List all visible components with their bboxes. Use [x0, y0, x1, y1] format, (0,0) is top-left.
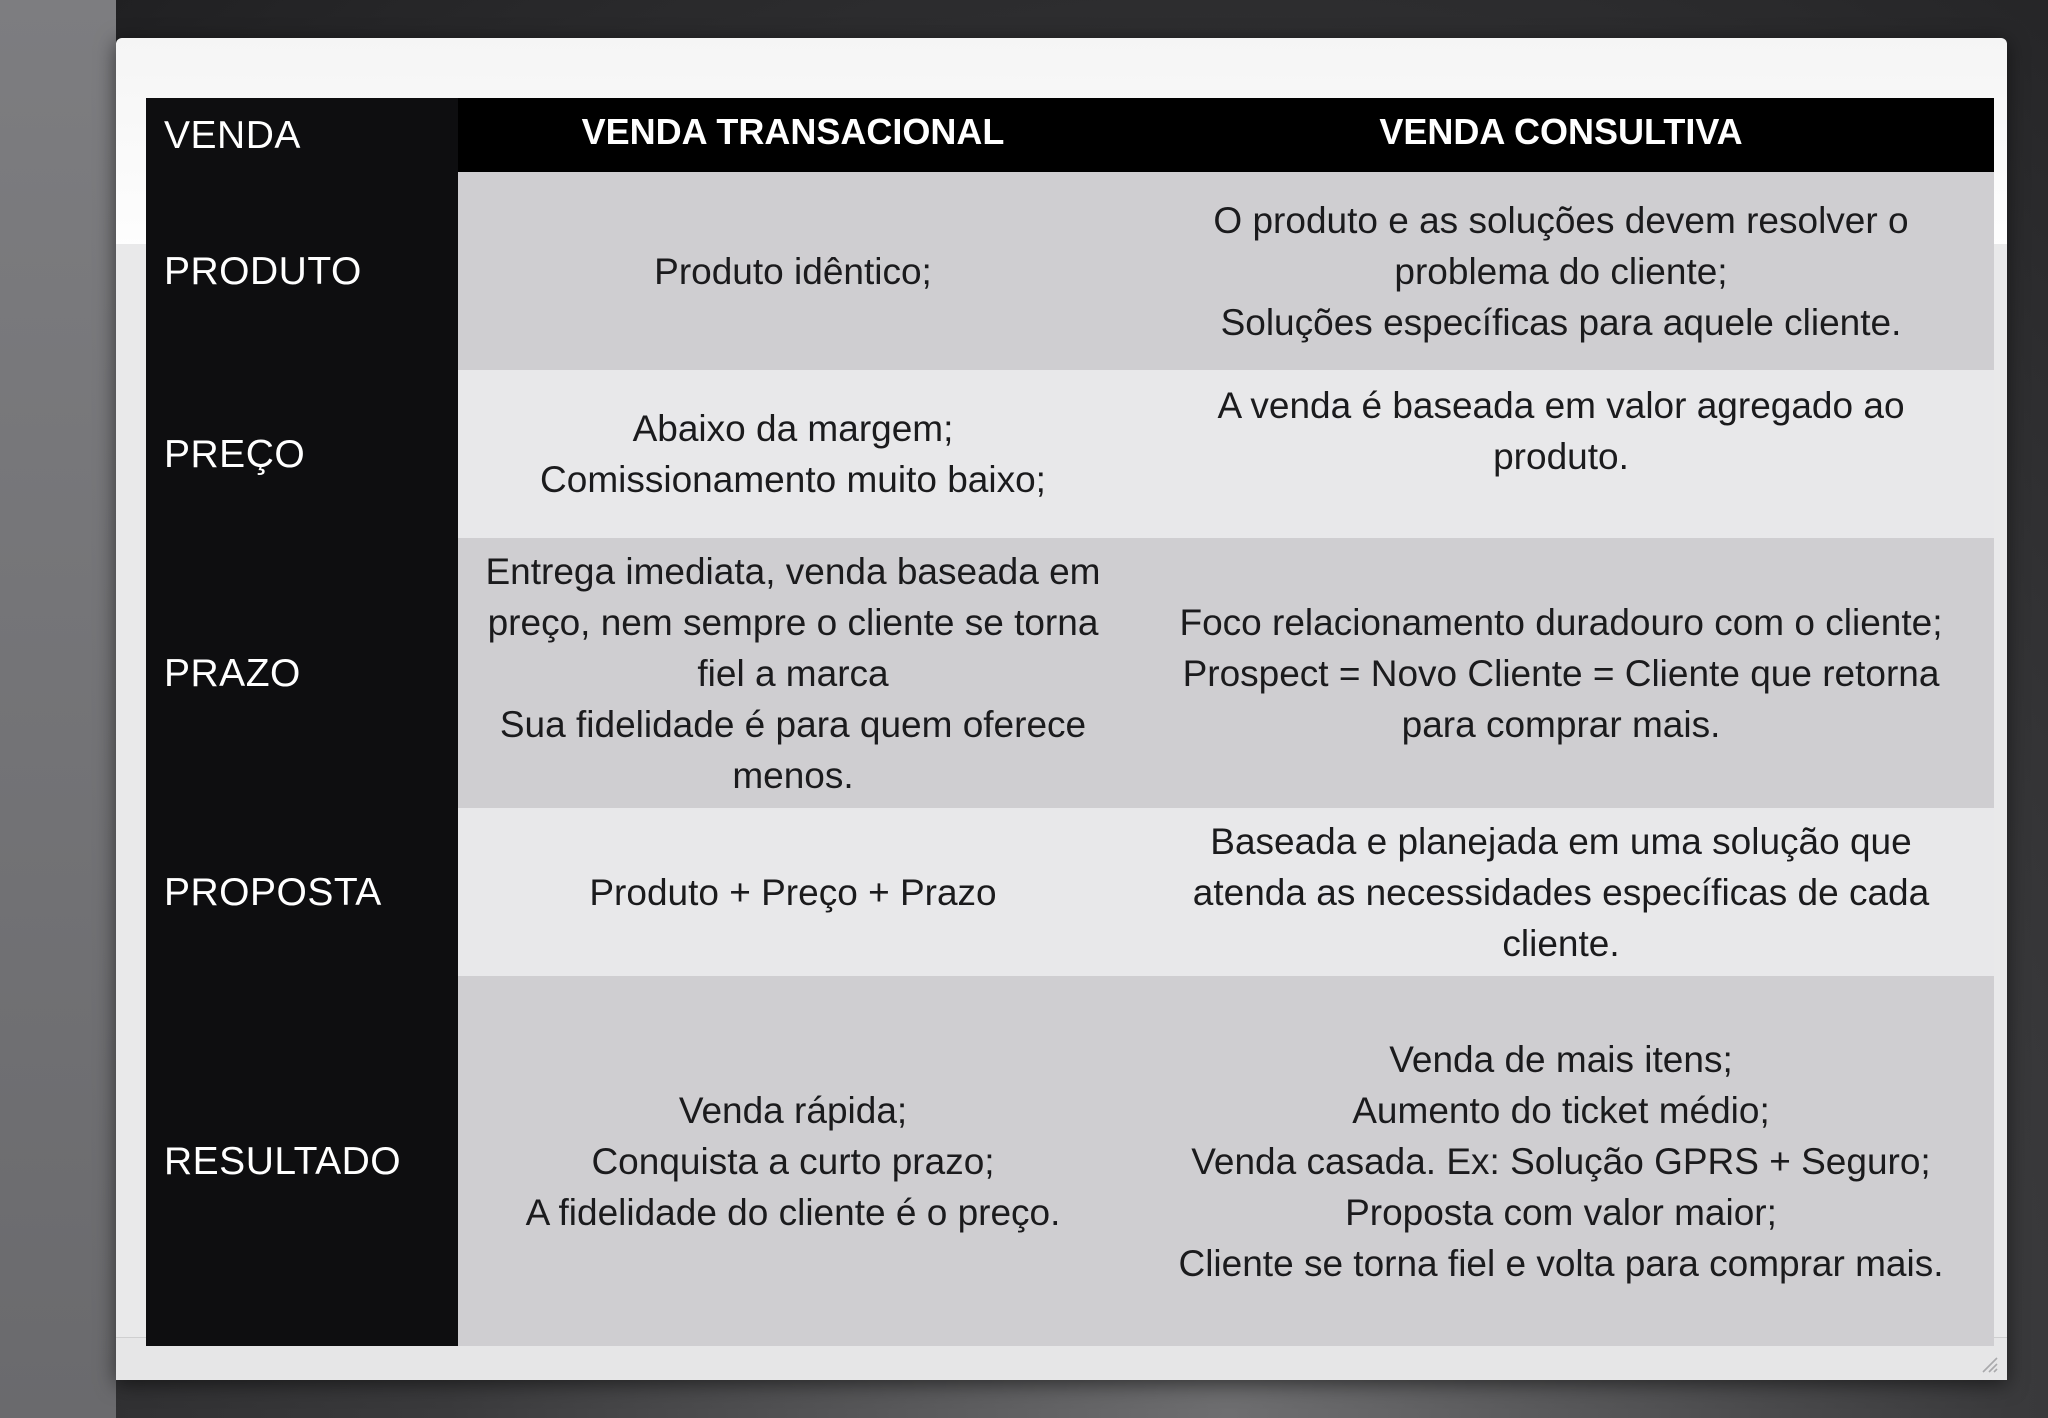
cell-text: A venda é baseada em valor agregado ao produto. [1217, 385, 1905, 477]
table-row [146, 976, 1994, 1346]
comparison-table [146, 98, 1994, 1346]
table-row [146, 538, 1994, 808]
cell-text: Produto + Preço + Prazo [589, 871, 997, 913]
row-label-resultado: RESULTADO [146, 976, 458, 1346]
cell-proposta-consultiva [1128, 808, 1994, 976]
cell-text: Entrega imediata, venda baseada em preço, nem sempre o cliente se torna fiel a marca Sua fidelidade é para quem oferece menos. [485, 550, 1101, 796]
cell-text: O produto e as soluções devem resolver o problema do cliente; Soluções específicas para aquele cliente. [1213, 199, 1909, 343]
cell-prazo-transacional [458, 538, 1128, 808]
cell-proposta-transacional [458, 808, 1128, 976]
cell-preco-consultiva [1128, 370, 1994, 538]
cell-text: Baseada e planejada em uma solução que atenda as necessidades específicas de cada cliente. [1192, 820, 1930, 964]
cell-text: Foco relacionamento duradouro com o cliente; Prospect = Novo Cliente = Cliente que retorna para comprar mais. [1179, 601, 1943, 745]
cell-produto-consultiva [1128, 172, 1994, 370]
cell-text: Venda de mais itens; Aumento do ticket médio; Venda casada. Ex: Solução GPRS + Seguro; Proposta com valor maior; Cliente se torna fiel e volta para comprar mais. [1178, 1038, 1944, 1284]
comparison-table-container [146, 98, 1994, 1346]
column-header-consultiva: VENDA CONSULTIVA [1128, 98, 1994, 172]
column-header-transacional: VENDA TRANSACIONAL [458, 98, 1128, 172]
table-row [146, 172, 1994, 370]
row-label-prazo: PRAZO [146, 538, 458, 808]
row-label-proposta: PROPOSTA [146, 808, 458, 976]
corner-label: VENDA [146, 98, 458, 172]
cell-text: Abaixo da margem; Comissionamento muito baixo; [540, 408, 1046, 500]
resize-grip-icon[interactable] [1977, 1352, 1999, 1374]
cell-text: Venda rápida; Conquista a curto prazo; A fidelidade do cliente é o preço. [525, 1089, 1061, 1233]
row-label-produto: PRODUTO [146, 172, 458, 370]
table-row [146, 808, 1994, 976]
cell-resultado-transacional [458, 976, 1128, 1346]
left-background-strip [0, 0, 116, 1418]
cell-produto-transacional [458, 172, 1128, 370]
cell-text: Produto idêntico; [654, 250, 932, 292]
table-header-row [146, 98, 1994, 172]
cell-resultado-consultiva [1128, 976, 1994, 1346]
cell-prazo-consultiva [1128, 538, 1994, 808]
row-label-preco: PREÇO [146, 370, 458, 538]
cell-preco-transacional [458, 370, 1128, 538]
table-row [146, 370, 1994, 538]
